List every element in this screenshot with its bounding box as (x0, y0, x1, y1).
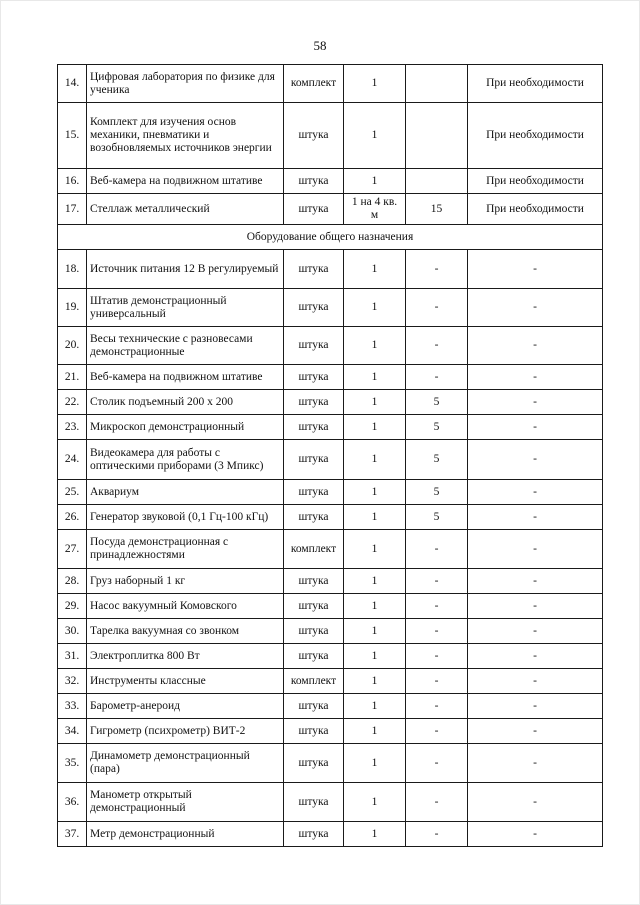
table-row (58, 327, 603, 365)
column-5-value (406, 103, 468, 169)
item-name: Комплект для изучения основ механики, пневматики и возобновляемых источников энергии (87, 103, 284, 169)
table-row (58, 619, 603, 644)
note: - (468, 594, 603, 619)
note: - (468, 530, 603, 569)
quantity: 1 (344, 169, 406, 194)
column-5-value: - (406, 327, 468, 365)
section-row (58, 225, 603, 250)
row-number: 23. (58, 415, 87, 440)
row-number: 34. (58, 719, 87, 744)
column-5-value: - (406, 719, 468, 744)
item-name: Посуда демонстрационная с принадлежностями (87, 530, 284, 569)
unit-of-measure: штука (284, 440, 344, 480)
item-name: Источник питания 12 В регулируемый (87, 250, 284, 289)
row-number: 36. (58, 783, 87, 822)
quantity: 1 (344, 415, 406, 440)
quantity: 1 (344, 744, 406, 783)
unit-of-measure: штука (284, 390, 344, 415)
unit-of-measure: штука (284, 719, 344, 744)
table-row (58, 530, 603, 569)
row-number: 19. (58, 289, 87, 327)
column-5-value: 5 (406, 415, 468, 440)
table-row (58, 719, 603, 744)
item-name: Насос вакуумный Комовского (87, 594, 284, 619)
table-row (58, 169, 603, 194)
note: При необходимости (468, 65, 603, 103)
item-name: Барометр-анероид (87, 694, 284, 719)
item-name: Штатив демонстрационный универсальный (87, 289, 284, 327)
note: - (468, 505, 603, 530)
unit-of-measure: штука (284, 169, 344, 194)
row-number: 26. (58, 505, 87, 530)
item-name: Видеокамера для работы с оптическими приборами (3 Мпикс) (87, 440, 284, 480)
unit-of-measure: штука (284, 103, 344, 169)
row-number: 14. (58, 65, 87, 103)
item-name: Аквариум (87, 480, 284, 505)
column-5-value: - (406, 619, 468, 644)
column-5-value: - (406, 289, 468, 327)
note: - (468, 619, 603, 644)
column-5-value: - (406, 569, 468, 594)
quantity: 1 (344, 719, 406, 744)
table-row (58, 569, 603, 594)
item-name: Гигрометр (психрометр) ВИТ-2 (87, 719, 284, 744)
note: - (468, 327, 603, 365)
table-row (58, 822, 603, 847)
unit-of-measure: штука (284, 694, 344, 719)
item-name: Манометр открытый демонстрационный (87, 783, 284, 822)
row-number: 17. (58, 194, 87, 225)
note: - (468, 783, 603, 822)
unit-of-measure: комплект (284, 530, 344, 569)
note: - (468, 480, 603, 505)
unit-of-measure: штука (284, 289, 344, 327)
table-row (58, 644, 603, 669)
note: - (468, 415, 603, 440)
row-number: 16. (58, 169, 87, 194)
quantity: 1 (344, 365, 406, 390)
quantity: 1 (344, 822, 406, 847)
column-5-value: 5 (406, 480, 468, 505)
item-name: Весы технические с разновесами демонстрационные (87, 327, 284, 365)
unit-of-measure: штука (284, 505, 344, 530)
table-row (58, 440, 603, 480)
quantity: 1 (344, 65, 406, 103)
column-5-value: 5 (406, 390, 468, 415)
unit-of-measure: штука (284, 480, 344, 505)
note: - (468, 440, 603, 480)
row-number: 30. (58, 619, 87, 644)
note: При необходимости (468, 169, 603, 194)
quantity: 1 (344, 669, 406, 694)
quantity: 1 (344, 390, 406, 415)
row-number: 25. (58, 480, 87, 505)
quantity: 1 (344, 594, 406, 619)
table-row (58, 694, 603, 719)
column-5-value: - (406, 822, 468, 847)
item-name: Электроплитка 800 Вт (87, 644, 284, 669)
quantity: 1 (344, 480, 406, 505)
item-name: Инструменты классные (87, 669, 284, 694)
table-section (58, 225, 603, 250)
unit-of-measure: штука (284, 783, 344, 822)
quantity: 1 (344, 250, 406, 289)
table-row (58, 103, 603, 169)
quantity: 1 (344, 327, 406, 365)
row-number: 35. (58, 744, 87, 783)
column-5-value: - (406, 694, 468, 719)
table-body-before-section (58, 65, 603, 225)
column-5-value: - (406, 365, 468, 390)
item-name: Стеллаж металлический (87, 194, 284, 225)
row-number: 31. (58, 644, 87, 669)
row-number: 37. (58, 822, 87, 847)
quantity: 1 (344, 289, 406, 327)
column-5-value: - (406, 644, 468, 669)
unit-of-measure: штука (284, 744, 344, 783)
note: При необходимости (468, 103, 603, 169)
table-row (58, 250, 603, 289)
note: - (468, 569, 603, 594)
item-name: Веб-камера на подвижном штативе (87, 169, 284, 194)
row-number: 21. (58, 365, 87, 390)
equipment-table (57, 64, 603, 847)
quantity: 1 на 4 кв. м (344, 194, 406, 225)
column-5-value: - (406, 530, 468, 569)
note: - (468, 694, 603, 719)
table-row (58, 415, 603, 440)
table-row (58, 365, 603, 390)
page-number: 58 (313, 38, 327, 53)
table-row (58, 480, 603, 505)
column-5-value: - (406, 744, 468, 783)
quantity: 1 (344, 530, 406, 569)
section-title: Оборудование общего назначения (58, 225, 603, 250)
row-number: 15. (58, 103, 87, 169)
item-name: Груз наборный 1 кг (87, 569, 284, 594)
note: - (468, 719, 603, 744)
unit-of-measure: штука (284, 644, 344, 669)
table-row (58, 194, 603, 225)
unit-of-measure: комплект (284, 669, 344, 694)
column-5-value (406, 65, 468, 103)
note: При необходимости (468, 194, 603, 225)
quantity: 1 (344, 694, 406, 719)
column-5-value: 15 (406, 194, 468, 225)
table-row (58, 390, 603, 415)
item-name: Столик подъемный 200 х 200 (87, 390, 284, 415)
quantity: 1 (344, 440, 406, 480)
row-number: 18. (58, 250, 87, 289)
row-number: 20. (58, 327, 87, 365)
row-number: 33. (58, 694, 87, 719)
quantity: 1 (344, 783, 406, 822)
table-body-after-section (58, 250, 603, 847)
column-5-value: 5 (406, 505, 468, 530)
column-5-value: - (406, 669, 468, 694)
note: - (468, 365, 603, 390)
table-row (58, 505, 603, 530)
quantity: 1 (344, 569, 406, 594)
item-name: Динамометр демонстрационный (пара) (87, 744, 284, 783)
column-5-value: 5 (406, 440, 468, 480)
column-5-value: - (406, 250, 468, 289)
item-name: Тарелка вакуумная со звонком (87, 619, 284, 644)
table-row (58, 289, 603, 327)
quantity: 1 (344, 505, 406, 530)
quantity: 1 (344, 103, 406, 169)
item-name: Микроскоп демонстрационный (87, 415, 284, 440)
unit-of-measure: штука (284, 619, 344, 644)
column-5-value: - (406, 783, 468, 822)
note: - (468, 744, 603, 783)
row-number: 29. (58, 594, 87, 619)
row-number: 32. (58, 669, 87, 694)
note: - (468, 250, 603, 289)
unit-of-measure: штука (284, 365, 344, 390)
row-number: 22. (58, 390, 87, 415)
quantity: 1 (344, 619, 406, 644)
item-name: Цифровая лаборатория по физике для ученика (87, 65, 284, 103)
note: - (468, 289, 603, 327)
item-name: Веб-камера на подвижном штативе (87, 365, 284, 390)
row-number: 28. (58, 569, 87, 594)
table-row (58, 65, 603, 103)
column-5-value (406, 169, 468, 194)
table-row (58, 594, 603, 619)
unit-of-measure: штука (284, 194, 344, 225)
row-number: 27. (58, 530, 87, 569)
unit-of-measure: штука (284, 415, 344, 440)
unit-of-measure: штука (284, 569, 344, 594)
unit-of-measure: штука (284, 327, 344, 365)
unit-of-measure: комплект (284, 65, 344, 103)
note: - (468, 822, 603, 847)
table-row (58, 744, 603, 783)
note: - (468, 644, 603, 669)
note: - (468, 669, 603, 694)
row-number: 24. (58, 440, 87, 480)
unit-of-measure: штука (284, 250, 344, 289)
item-name: Генератор звуковой (0,1 Гц-100 кГц) (87, 505, 284, 530)
item-name: Метр демонстрационный (87, 822, 284, 847)
unit-of-measure: штука (284, 822, 344, 847)
note: - (468, 390, 603, 415)
unit-of-measure: штука (284, 594, 344, 619)
column-5-value: - (406, 594, 468, 619)
table-row (58, 669, 603, 694)
quantity: 1 (344, 644, 406, 669)
table-row (58, 783, 603, 822)
